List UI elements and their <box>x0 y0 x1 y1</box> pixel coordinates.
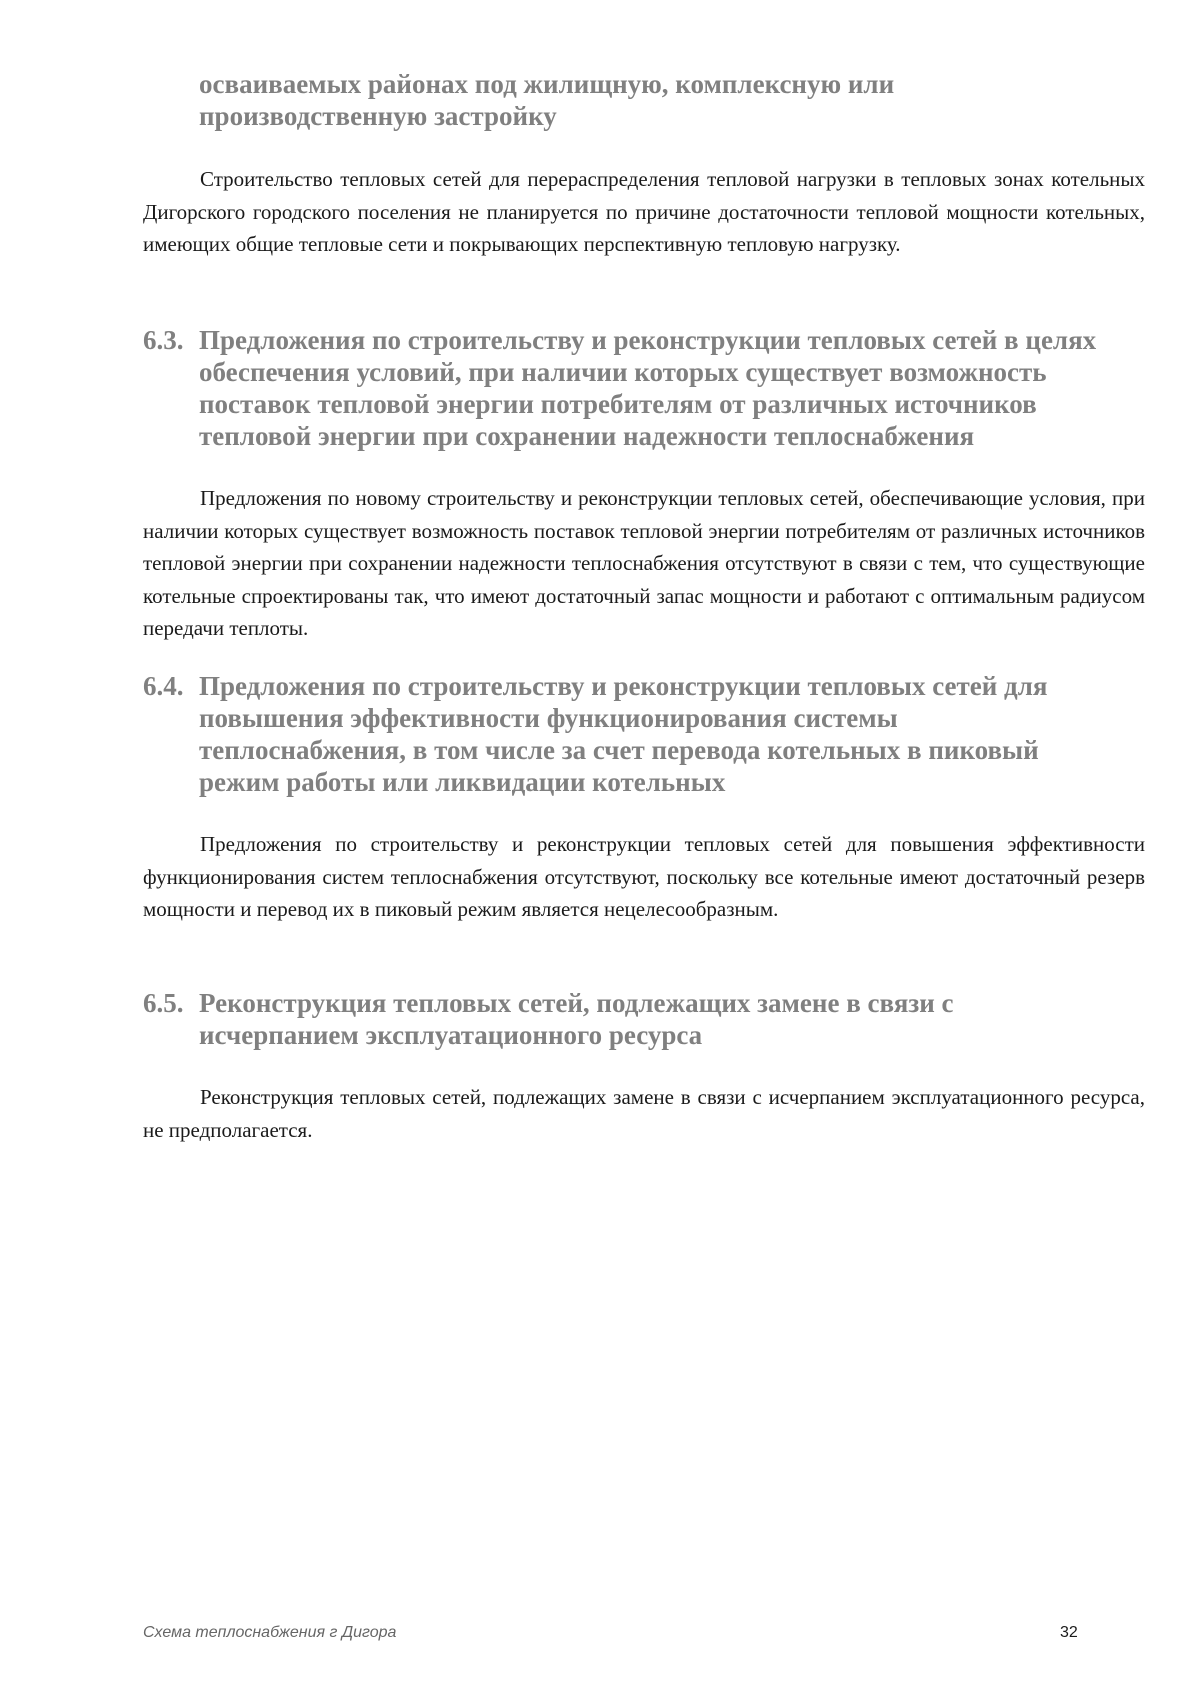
heading-line: Реконструкция тепловых сетей, подлежащих замене в связи с <box>199 988 954 1018</box>
section-number: 6.4. <box>143 671 184 701</box>
section-heading-6-3 <box>143 324 1153 452</box>
section-heading-6-5 <box>143 987 1153 1051</box>
heading-line: режим работы или ликвидации котельных <box>199 767 726 797</box>
section-paragraph: Предложения по новому строительству и реконструкции тепловых сетей, обеспечивающие условия, при наличии которых существует возможность поставок тепловой энергии потребителям от различных источников тепловой энергии при сохранении надежности теплоснабжения отсутствуют в связи с тем, что существующие котельные спроектированы так, что имеют достаточный запас мощности и работают с оптимальным радиусом передачи теплоты. <box>143 486 1145 640</box>
heading-line: теплоснабжения, в том числе за счет перевода котельных в пиковый <box>199 735 1039 765</box>
section-number: 6.3. <box>143 325 184 355</box>
section-heading-continuation <box>143 68 1153 132</box>
heading-line: исчерпанием эксплуатационного ресурса <box>199 1020 703 1050</box>
heading-line: тепловой энергии при сохранении надежности теплоснабжения <box>199 421 975 451</box>
heading-line: Предложения по строительству и реконструкции тепловых сетей для <box>199 671 1048 701</box>
footer-document-title: Схема теплоснабжения г Дигора <box>143 1624 397 1641</box>
heading-line: осваиваемых районах под жилищную, комплексную или <box>199 69 895 99</box>
footer-page-number: 32 <box>1060 1624 1078 1641</box>
section-number: 6.5. <box>143 988 184 1018</box>
section-paragraph: Реконструкция тепловых сетей, подлежащих замене в связи с исчерпанием эксплуатационного ресурса, не предполагается. <box>143 1085 1145 1142</box>
heading-line: повышения эффективности функционирования системы <box>199 703 898 733</box>
heading-line: поставок тепловой энергии потребителям от различных источников <box>199 389 1037 419</box>
heading-line: Предложения по строительству и реконструкции тепловых сетей в целях <box>199 325 1097 355</box>
section-paragraph: Предложения по строительству и реконструкции тепловых сетей для повышения эффективности функционирования систем теплоснабжения отсутствуют, поскольку все котельные имеют достаточный резерв мощности и перевод их в пиковый режим является нецелесообразным. <box>143 832 1145 921</box>
section-paragraph: Строительство тепловых сетей для перераспределения тепловой нагрузки в тепловых зонах котельных Дигорского городского поселения не планируется по причине достаточности тепловой мощности котельных, имеющих общие тепловые сети и покрывающих перспективную тепловую нагрузку. <box>143 167 1145 256</box>
heading-line: обеспечения условий, при наличии которых существует возможность <box>199 357 1047 387</box>
heading-line: производственную застройку <box>199 101 557 131</box>
section-heading-6-4 <box>143 670 1153 798</box>
